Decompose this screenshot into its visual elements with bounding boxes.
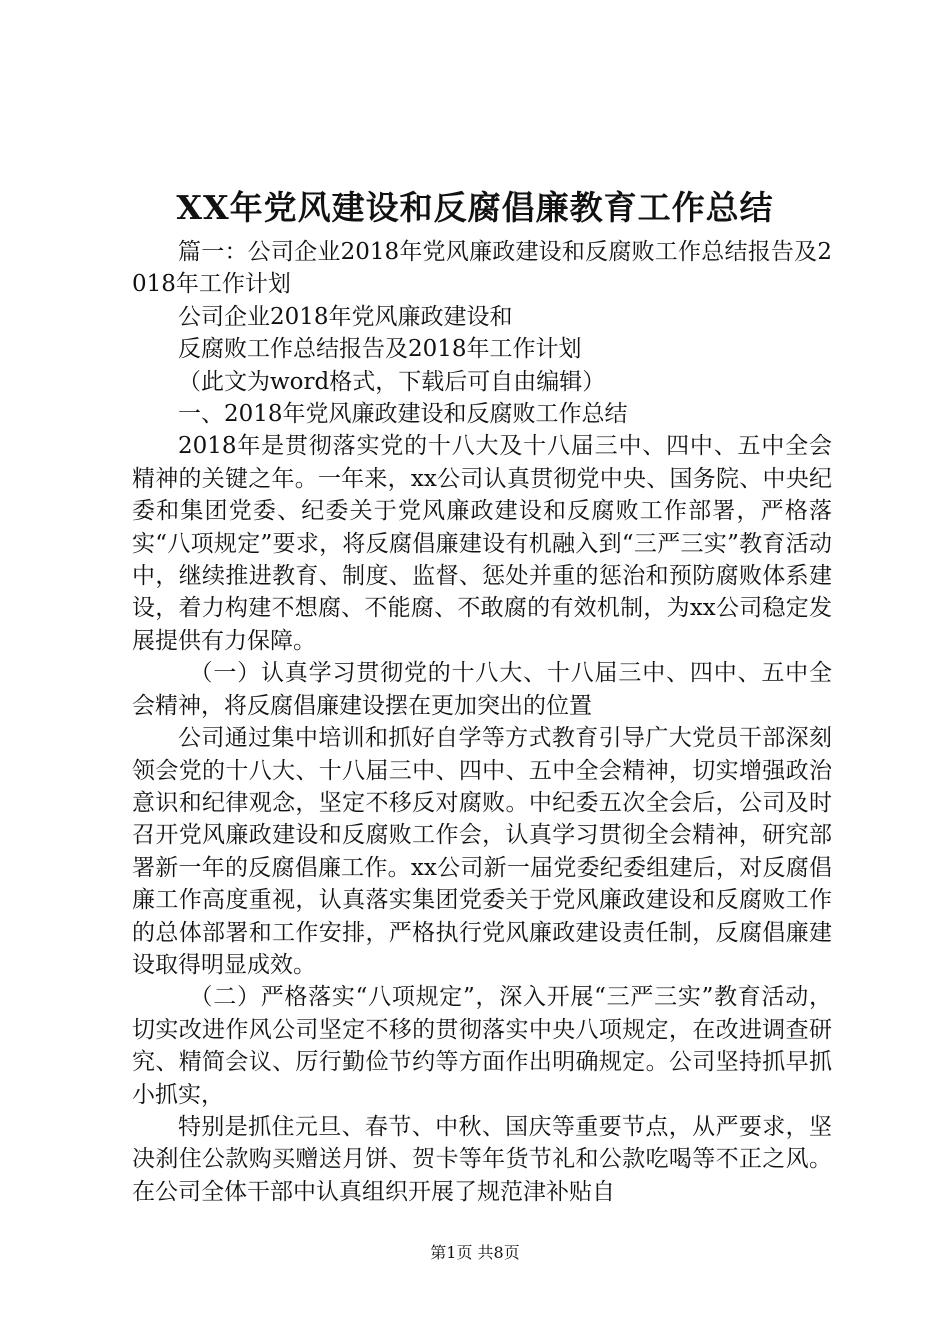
page-total: 共8页 bbox=[477, 1243, 520, 1262]
paragraph: 公司企业2018年党风廉政建设和 bbox=[178, 303, 513, 330]
paragraph: （此文为word格式，下载后可自由编辑） bbox=[178, 368, 606, 395]
section-heading: 一、2018年党风廉政建设和反腐败工作总结 bbox=[178, 401, 628, 428]
paragraph: 篇一：公司企业2018年党风廉政建设和反腐败工作总结报告及2018年工作计划 bbox=[132, 239, 832, 298]
page-footer bbox=[0, 1241, 950, 1265]
document-body bbox=[132, 236, 832, 1208]
paragraph: 反腐败工作总结报告及2018年工作计划 bbox=[178, 336, 582, 363]
paragraph: 公司通过集中培训和抓好自学等方式教育引导广大党员干部深刻领会党的十八大、十八届三中、四中、五中全会精神，切实增强政治意识和纪律观念，坚定不移反对腐败。中纪委五次全会后，公司及时召开党风廉政建设和反腐败工作会，认真学习贯彻全会精神，研究部署新一年的反腐倡廉工作。xx公司新一届党委纪委组建后，对反腐倡廉工作高度重视，认真落实集团党委关于党风廉政建设和反腐败工作的总体部署和工作安排，严格执行党风廉政建设责任制，反腐倡廉建设取得明显成效。 bbox=[132, 725, 832, 978]
document-title: XX年党风建设和反腐倡廉教育工作总结 bbox=[176, 188, 774, 227]
subsection-heading: （二）严格落实“八项规定”，深入开展“三严三实”教育活动，切实改进作风公司坚定不移的贯彻落实中央八项规定，在改进调查研究、精简会议、厉行勤俭节约等方面作出明确规定。公司坚持抓早抓小抓实， bbox=[132, 984, 832, 1108]
subsection-heading: （一）认真学习贯彻党的十八大、十八届三中、四中、五中全会精神，将反腐倡廉建设摆在更加突出的位置 bbox=[132, 660, 832, 719]
page-number: 第1页 bbox=[430, 1243, 473, 1262]
paragraph: 2018年是贯彻落实党的十八大及十八届三中、四中、五中全会精神的关键之年。一年来，xx公司认真贯彻党中央、国务院、中央纪委和集团党委、纪委关于党风廉政建设和反腐败工作部署，严格落实“八项规定”要求，将反腐倡廉建设有机融入到“三严三实”教育活动中，继续推进教育、制度、监督、惩处并重的惩治和预防腐败体系建设，着力构建不想腐、不能腐、不敢腐的有效机制，为xx公司稳定发展提供有力保障。 bbox=[132, 433, 832, 654]
paragraph: 特别是抓住元旦、春节、中秋、国庆等重要节点，从严要求，坚决刹住公款购买赠送月饼、贺卡等年货节礼和公款吃喝等不正之风。在公司全体干部中认真组织开展了规范津补贴自 bbox=[132, 1113, 832, 1205]
